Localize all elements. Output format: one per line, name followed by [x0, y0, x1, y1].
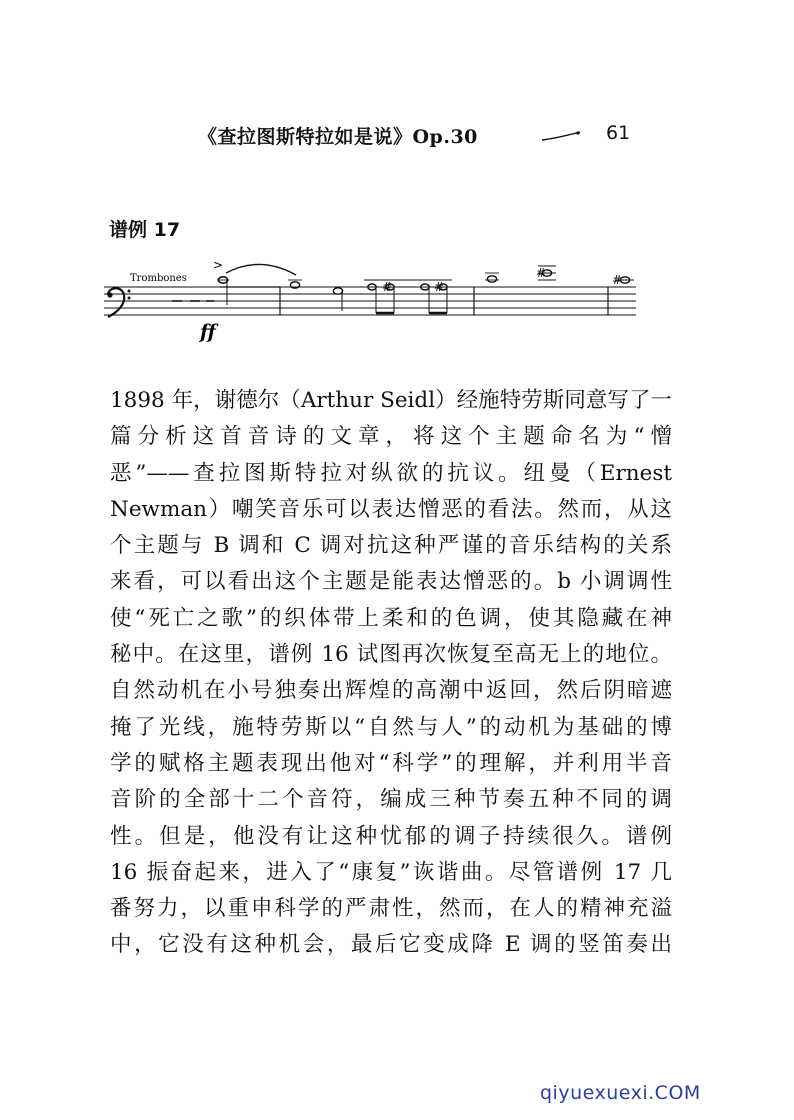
page-number: 61 — [606, 122, 631, 144]
example-label: 谱例 17 — [109, 219, 181, 241]
text-line: 来看，可以看出这个主题是能表达憎恶的。b 小调调性 — [110, 569, 672, 595]
text-line: 秘中。在这里，谱例 16 试图再次恢复至高无上的地位。 — [110, 642, 672, 668]
svg-text:>: > — [213, 258, 224, 272]
text-line: 使“死亡之歌”的织体带上柔和的色调，使其隐藏在神 — [110, 605, 672, 631]
text-line: 自然动机在小号独奏出辉煌的高潮中返回，然后阴暗遮 — [110, 678, 672, 704]
svg-text:#: # — [536, 266, 547, 280]
svg-text:#: # — [434, 280, 445, 294]
text-line: 篇分析这首音诗的文章，将这个主题命名为“憎 — [110, 424, 672, 450]
flourish-ornament — [540, 130, 582, 142]
text-line: 16 振奋起来，进入了“康复”诙谐曲。尽管谱例 17 几 — [110, 859, 672, 885]
music-score — [100, 255, 660, 345]
text-line: 中，它没有这种机会，最后它变成降 E 调的竖笛奏出 — [110, 932, 672, 958]
body-paragraph — [110, 383, 672, 964]
text-line: 掩了光线，施特劳斯以“自然与人”的动机为基础的博 — [110, 714, 672, 740]
text-line: 恶”——查拉图斯特拉对纵欲的抗议。纽曼（Ernest — [110, 460, 672, 486]
staff-lines — [104, 287, 636, 315]
svg-text:#: # — [612, 273, 623, 287]
measure-4-notes — [612, 273, 634, 287]
text-line: 音阶的全部十二个音符，编成三种节奏五种不同的调 — [110, 787, 672, 813]
page-title: 《查拉图斯特拉如是说》Op.30 — [198, 126, 478, 148]
text-line: Newman）嘲笑音乐可以表达憎恶的看法。然而，从这 — [110, 496, 672, 522]
measure-1-notes — [213, 258, 296, 305]
text-line: 番努力，以重申科学的严肃性，然而，在人的精神充溢 — [110, 896, 672, 922]
text-line: 性。但是，他没有让这种忧郁的调子持续很久。谱例 — [110, 823, 672, 849]
bass-clef-icon — [107, 288, 130, 317]
measure-3-notes — [485, 266, 556, 282]
dynamic-marking: ff — [200, 321, 216, 343]
text-line: 个主题与 B 调和 C 调对抗这种严谨的音乐结构的关系 — [110, 533, 672, 559]
text-line: 学的赋格主题表现出他对“科学”的理解，并利用半音 — [110, 750, 672, 776]
site-watermark: qiyuexuexi.COM — [540, 1082, 701, 1104]
svg-text:#: # — [382, 280, 393, 294]
text-line: 1898 年，谢德尔（Arthur Seidl）经施特劳斯同意写了一 — [110, 388, 672, 413]
instrument-label: Trombones — [130, 273, 187, 284]
running-head — [0, 122, 794, 152]
